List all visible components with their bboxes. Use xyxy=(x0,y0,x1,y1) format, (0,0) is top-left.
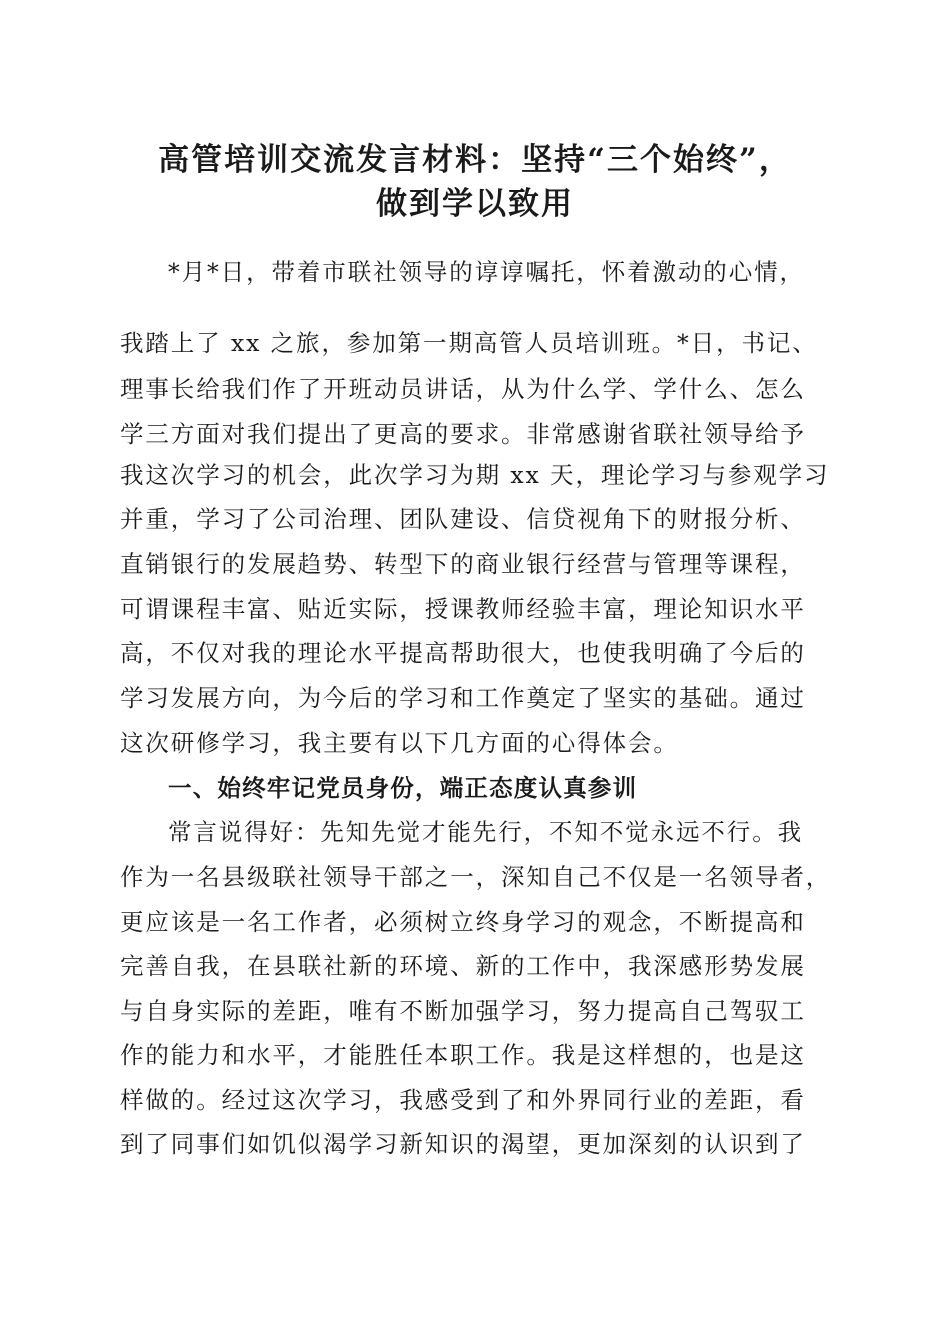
paragraph2-line: 常言说得好：先知先觉才能先行，不知不觉永远不行。我 xyxy=(168,818,803,846)
document-title-line-1: 高管培训交流发言材料：坚持“三个始终”， xyxy=(158,142,792,178)
paragraph1-line: 我这次学习的机会，此次学习为期 xx 天，理论学习与参观学习 xyxy=(120,461,830,489)
paragraph2-line: 与自身实际的差距，唯有不断加强学习，努力提高自己驾驭工 xyxy=(120,997,806,1025)
paragraph1-line: 并重，学习了公司治理、团队建设、信贷视角下的财报分析、 xyxy=(120,505,806,533)
paragraph1-line: 学三方面对我们提出了更高的要求。非常感谢省联社领导给予 xyxy=(120,420,806,448)
paragraph1-line: 我踏上了 xx 之旅，参加第一期高管人员培训班。*日，书记、 xyxy=(120,329,818,357)
paragraph2-line: 作的能力和水平，才能胜任本职工作。我是这样想的，也是这 xyxy=(120,1041,806,1069)
paragraph2-line: 更应该是一名工作者，必须树立终身学习的观念，不断提高和 xyxy=(120,908,806,936)
paragraph2-line: 作为一名县级联社领导干部之一，深知自己不仅是一名领导者， xyxy=(120,863,832,891)
paragraph1-line: 高，不仅对我的理论水平提高帮助很大，也使我明确了今后的 xyxy=(120,639,806,667)
paragraph1-line: 直销银行的发展趋势、转型下的商业银行经营与管理等课程， xyxy=(120,550,806,578)
paragraph1-line: 理事长给我们作了开班动员讲话，从为什么学、学什么、怎么 xyxy=(120,375,806,403)
paragraph2-line: 到了同事们如饥似渴学习新知识的渴望，更加深刻的认识到了 xyxy=(120,1130,806,1158)
paragraph1-line: 这次研修学习，我主要有以下几方面的心得体会。 xyxy=(120,729,679,757)
paragraph1-line: 可谓课程丰富、贴近实际，授课教师经验丰富，理论知识水平 xyxy=(120,595,806,623)
section-heading-1: 一、始终牢记党员身份，端正态度认真参训 xyxy=(168,774,638,802)
paragraph1-line: 学习发展方向，为今后的学习和工作奠定了坚实的基础。通过 xyxy=(120,684,806,712)
document-title-line-2: 做到学以致用 xyxy=(376,186,574,222)
paragraph1-line: *月*日，带着市联社领导的谆谆嘱托，怀着激动的心情， xyxy=(168,258,805,286)
paragraph2-line: 完善自我，在县联社新的环境、新的工作中，我深感形势发展 xyxy=(120,952,806,980)
paragraph2-line: 样做的。经过这次学习，我感受到了和外界同行业的差距，看 xyxy=(120,1086,806,1114)
